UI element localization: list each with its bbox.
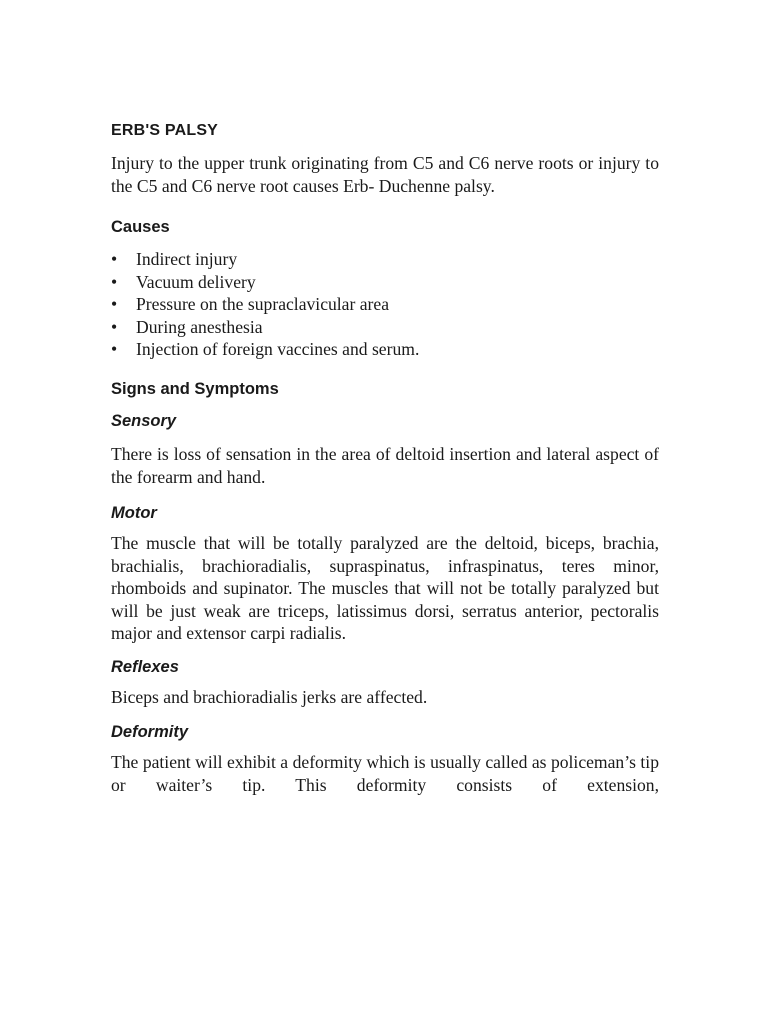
cause-label: Indirect injury xyxy=(136,249,238,269)
bullet-icon: • xyxy=(111,271,118,292)
list-item xyxy=(111,271,419,294)
bullet-icon: • xyxy=(111,294,118,314)
cause-label: During anesthesia xyxy=(136,316,263,337)
bullet-icon: • xyxy=(111,339,118,359)
reflexes-heading: Reflexes xyxy=(111,658,179,676)
deformity-paragraph: The patient will exhibit a deformity which is usually called as policeman’s tip or waiter’s tip. This deformity consists of extension, xyxy=(111,752,659,795)
causes-heading: Causes xyxy=(111,218,170,236)
motor-heading: Motor xyxy=(111,504,157,522)
cause-label: Pressure on the supraclavicular area xyxy=(136,294,390,314)
cause-label: Injection of foreign vaccines and serum. xyxy=(136,339,420,359)
list-item xyxy=(111,248,419,271)
deformity-heading: Deformity xyxy=(111,723,189,741)
bullet-icon: • xyxy=(111,249,118,269)
list-item xyxy=(111,293,419,316)
motor-paragraph: The muscle that will be totally paralyzed are the deltoid, biceps, brachia, brachialis, brachioradialis, supraspinatus, infraspinatus, teres minor, rhomboids and supinator. The muscles that will not be totally paralyzed but will be just weak are triceps, latissimus dorsi, serratus anterior, pectoralis major and extensor carpi radialis. xyxy=(111,533,659,643)
list-item xyxy=(111,316,419,339)
bullet-icon: • xyxy=(111,316,118,337)
sensory-heading: Sensory xyxy=(111,412,177,430)
sensory-paragraph: There is loss of sensation in the area of deltoid insertion and lateral aspect of the forearm and hand. xyxy=(111,444,659,487)
causes-list xyxy=(111,248,419,361)
signs-heading: Signs and Symptoms xyxy=(111,380,279,398)
reflexes-paragraph: Biceps and brachioradialis jerks are affected. xyxy=(111,687,428,707)
page-title: ERB'S PALSY xyxy=(111,122,219,139)
cause-label: Vacuum delivery xyxy=(136,271,256,292)
intro-paragraph: Injury to the upper trunk originating from C5 and C6 nerve roots or injury to the C5 and C6 nerve root causes Erb- Duchenne palsy. xyxy=(111,153,659,196)
list-item xyxy=(111,338,419,361)
